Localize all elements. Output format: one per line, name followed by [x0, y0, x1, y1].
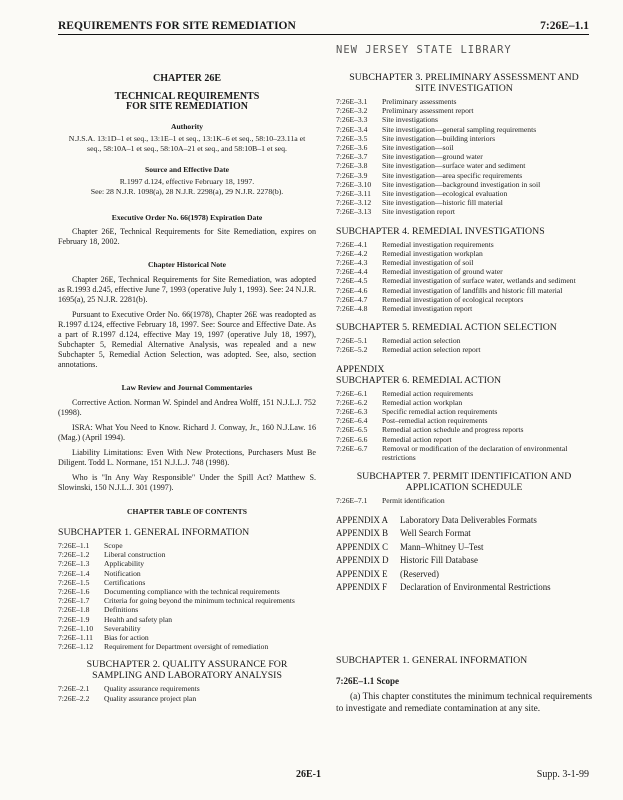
body-paragraph: (a) This chapter constitutes the minimum technical requirements to investigate and remediate contamination at any site.	[336, 692, 592, 715]
section-title: Site investigation—building interiors	[382, 133, 496, 143]
law-review-entry: Liability Limitations: Even With New Protections, Purchasers Must Be Diligent. Todd L. Normane, 151 N.J.L.J. 748 (1998).	[58, 448, 316, 467]
section-number: 7:26E–1.10	[58, 623, 94, 633]
section-title: Site investigation—background investigation in soil	[382, 179, 541, 189]
toc-heading: CHAPTER TABLE OF CONTENTS	[127, 507, 247, 516]
section-title: Remedial action report	[382, 434, 452, 444]
appendix-list	[336, 514, 592, 596]
section-title: Site investigation—ecological evaluation	[382, 189, 508, 199]
section-title: Remedial investigation of ecological receptors	[382, 294, 524, 304]
section-number: 7:26E–6.7	[336, 443, 368, 453]
subchapter-3-toc	[336, 97, 592, 217]
subchapter-6-heading: SUBCHAPTER 6. REMEDIAL ACTION	[336, 374, 502, 386]
section-number: 7:26E–7.1	[336, 496, 368, 506]
section-number: 7:26E–3.8	[336, 161, 368, 171]
appendix-title: Historic Fill Database	[400, 555, 478, 566]
section-title: Specific remedial action requirements	[382, 407, 498, 417]
section-title: Site investigation—soil	[382, 143, 454, 153]
subchapter-1-heading: SUBCHAPTER 1. GENERAL INFORMATION	[58, 527, 250, 538]
appendix-label: APPENDIX C	[336, 541, 389, 552]
section-number: 7:26E–3.7	[336, 152, 368, 162]
source-heading: Source and Effective Date	[144, 165, 229, 174]
appendix-title: Declaration of Environmental Restrictions	[400, 582, 551, 593]
executive-order-text: Chapter 26E, Technical Requirements for Site Remediation, expires on February 18, 2002.	[58, 227, 316, 246]
section-number: 7:26E–3.6	[336, 143, 368, 153]
section-title: Liberal construction	[104, 550, 166, 560]
appendix-label: APPENDIX B	[336, 528, 389, 539]
source-line-2: See: 28 N.J.R. 1098(a), 28 N.J.R. 2298(a), 29 N.J.R. 2278(b).	[90, 187, 284, 196]
subchapter-2-heading-line-2: SAMPLING AND LABORATORY ANALYSIS	[92, 670, 282, 682]
law-review-entry: ISRA: What You Need to Know. Richard J. Conway, Jr., 160 N.J.Law. 16 (Mag.) (April 1994).	[58, 423, 316, 442]
subchapter-4-toc	[336, 240, 592, 314]
section-number: 7:26E–6.3	[336, 407, 368, 417]
section-number: 7:26E–4.4	[336, 267, 368, 277]
section-title: Criteria for going beyond the minimum technical requirements	[104, 596, 295, 606]
appendix-label: APPENDIX F	[336, 582, 388, 593]
section-number: 7:26E–1.8	[58, 605, 90, 615]
left-column	[58, 40, 316, 703]
section-title: Documenting compliance with the technical requirements	[104, 587, 280, 597]
section-title: Remedial action selection	[382, 336, 461, 346]
section-number: 7:26E–2.1	[58, 684, 90, 694]
section-title: Remedial investigation report	[382, 304, 473, 314]
header-section-number: 7:26E–1.1	[540, 20, 589, 32]
section-title: Remedial action selection report	[382, 345, 481, 355]
section-title: Remedial investigation of soil	[382, 258, 474, 268]
section-title: Site investigation—historic fill material	[382, 198, 503, 208]
page-number: 26E-1	[296, 769, 321, 780]
section-title: Remedial investigation of surface water, wetlands and sediment	[382, 276, 576, 286]
section-number: 7:26E–1.7	[58, 596, 90, 606]
section-title: Applicability	[104, 559, 145, 569]
section-title: Site investigations	[382, 115, 438, 125]
section-number: 7:26E–1.11	[58, 633, 93, 643]
subchapter-7-heading-line-2: APPLICATION SCHEDULE	[405, 482, 523, 494]
section-number: 7:26E–6.4	[336, 416, 368, 426]
section-number: 7:26E–4.8	[336, 304, 368, 314]
section-title: Severability	[104, 623, 141, 633]
authority-heading: Authority	[170, 122, 204, 131]
section-number: 7:26E–3.13	[336, 207, 372, 217]
section-number: 7:26E–6.1	[336, 388, 368, 398]
section-number: 7:26E–3.11	[336, 189, 371, 199]
section-number: 7:26E–1.6	[58, 587, 90, 597]
section-title: Remedial action schedule and progress reports	[382, 425, 524, 435]
section-number: 7:26E–3.1	[336, 97, 368, 106]
section-number: 7:26E–3.9	[336, 170, 368, 180]
section-number: 7:26E–2.2	[58, 693, 90, 703]
section-number: 7:26E–6.2	[336, 397, 368, 407]
section-title: Site investigation report	[382, 207, 455, 217]
section-title: Site investigation—surface water and sediment	[382, 161, 526, 171]
section-title: Certifications	[104, 577, 146, 587]
section-title: Remedial action requirements	[382, 388, 474, 398]
section-number: 7:26E–6.5	[336, 425, 368, 435]
executive-order-heading: Executive Order No. 66(1978) Expiration Date	[111, 213, 263, 222]
section-title: Quality assurance project plan	[104, 693, 197, 703]
subchapter-6-toc	[336, 389, 592, 463]
subchapter-2-heading-line-1: SUBCHAPTER 2. QUALITY ASSURANCE FOR	[86, 659, 288, 671]
appendix-title: Mann–Whitney U–Test	[400, 541, 484, 552]
section-number: 7:26E–3.12	[336, 198, 372, 208]
subchapter-2-toc	[58, 684, 316, 702]
right-column	[336, 40, 592, 715]
appendix-label: APPENDIX	[336, 363, 385, 375]
subchapter-5-toc	[336, 336, 592, 354]
running-header	[58, 18, 589, 35]
body-section-heading: 7:26E–1.1 Scope	[336, 676, 399, 687]
section-number: 7:26E–4.3	[336, 258, 368, 268]
section-number: 7:26E–5.2	[336, 345, 368, 355]
section-title: Remedial investigation workplan	[382, 248, 483, 258]
appendix-title: (Reserved)	[400, 568, 439, 579]
section-title: Definitions	[104, 605, 139, 615]
appendix-label: APPENDIX E	[336, 568, 388, 579]
section-title: Quality assurance requirements	[104, 684, 200, 694]
subchapter-4-heading: SUBCHAPTER 4. REMEDIAL INVESTIGATIONS	[336, 225, 545, 237]
chapter-number: CHAPTER 26E	[152, 73, 222, 84]
section-number: 7:26E–6.6	[336, 434, 368, 444]
subchapter-7-heading-line-1: SUBCHAPTER 7. PERMIT IDENTIFICATION AND	[356, 471, 572, 483]
law-review-heading: Law Review and Journal Commentaries	[121, 383, 253, 392]
historical-note-paragraph-2: Pursuant to Executive Order No. 66(1978), Chapter 26E was readopted as R.1997 d.124, effective February 18, 1997. See: Source and Effective Date. As a part of R.1997 d.124, effective May 19, 1997 (operative July 18, 1997), Subchapter 5, Remedial Alternative Analysis, was repealed and a new Subchapter 5, Remedial Action Selection, was adopted. See, also, section annotations.	[58, 310, 316, 369]
section-title: Remedial investigation requirements	[382, 239, 494, 249]
section-title: Post–remedial action requirements	[382, 416, 488, 426]
section-number: 7:26E–5.1	[336, 336, 368, 346]
subchapter-3-heading-line-1: SUBCHAPTER 3. PRELIMINARY ASSESSMENT AND	[349, 72, 579, 83]
appendix-title: Well Search Format	[400, 528, 471, 539]
law-review-entry: Corrective Action. Norman W. Spindel and Andrea Wolff, 151 N.J.L.J. 752 (1998).	[58, 398, 316, 417]
appendix-title: Laboratory Data Deliverables Formats	[400, 514, 537, 525]
library-stamp: NEW JERSEY STATE LIBRARY	[336, 44, 512, 56]
chapter-title-line-2: FOR SITE REMEDIATION	[125, 101, 249, 112]
body-subchapter-heading: SUBCHAPTER 1. GENERAL INFORMATION	[336, 655, 528, 667]
historical-note-paragraph-1: Chapter 26E, Technical Requirements for Site Remediation, was adopted as R.1993 d.245, effective June 7, 1993 (operative July 1, 1993). See: 24 N.J.R. 1695(a), 25 N.J.R. 2281(b).	[58, 275, 316, 304]
subchapter-3-heading-line-2: SITE INVESTIGATION	[415, 83, 513, 94]
source-line-1: R.1997 d.124, effective February 18, 1997.	[119, 177, 255, 186]
section-number: 7:26E–1.9	[58, 614, 90, 624]
subchapter-1-toc	[58, 541, 316, 651]
subchapter-5-heading: SUBCHAPTER 5. REMEDIAL ACTION SELECTION	[336, 322, 557, 334]
law-review-entry: Who is "In Any Way Responsible" Under the Spill Act? Matthew S. Slowinski, 150 N.J.L.J. 301 (1997).	[58, 473, 316, 492]
appendix-label: APPENDIX A	[336, 514, 389, 525]
section-title: Health and safety plan	[104, 614, 173, 624]
section-title: Permit identification	[382, 496, 445, 506]
section-number: 7:26E–1.5	[58, 577, 90, 587]
section-title: Site investigation—general sampling requirements	[382, 124, 537, 134]
section-title: Remedial investigation of landfills and historic fill material	[382, 285, 563, 295]
authority-text: N.J.S.A. 13:1D–1 et seq., 13:1E–1 et seq., 13:1K–6 et seq., 58:10–23.11a et seq., 58:10A–1 et seq., 58:10A–21 et seq., and 58:10B–1 et seq.	[68, 134, 306, 153]
historical-note-heading: Chapter Historical Note	[148, 260, 226, 269]
section-title: Site investigation—area specific requirements	[382, 170, 523, 180]
section-number: 7:26E–4.6	[336, 285, 368, 295]
section-title: Preliminary assessment report	[382, 106, 474, 116]
section-title: Removal or modification of the declaration of environmental restrictions	[382, 443, 568, 463]
section-number: 7:26E–1.3	[58, 559, 90, 569]
appendix-label: APPENDIX D	[336, 555, 389, 566]
section-title: Preliminary assessments	[382, 97, 457, 106]
section-number: 7:26E–3.3	[336, 115, 368, 125]
section-title: Scope	[104, 541, 123, 550]
section-title: Requirement for Department oversight of remediation	[104, 642, 269, 652]
subchapter-7-toc	[336, 496, 592, 505]
header-title: REQUIREMENTS FOR SITE REMEDIATION	[58, 20, 296, 32]
section-number: 7:26E–3.4	[336, 124, 368, 134]
section-title: Site investigation—ground water	[382, 152, 483, 162]
section-title: Remedial action workplan	[382, 397, 463, 407]
section-number: 7:26E–4.7	[336, 294, 368, 304]
section-number: 7:26E–1.2	[58, 550, 90, 560]
section-number: 7:26E–1.12	[58, 642, 94, 652]
section-title: Bias for action	[104, 633, 149, 643]
section-number: 7:26E–3.10	[336, 179, 372, 189]
section-number: 7:26E–3.2	[336, 106, 368, 116]
chapter-title-line-1: TECHNICAL REQUIREMENTS	[114, 91, 260, 102]
supplement-date: Supp. 3-1-99	[536, 769, 589, 780]
section-number: 7:26E–4.2	[336, 248, 368, 258]
section-number: 7:26E–4.5	[336, 276, 368, 286]
section-number: 7:26E–1.4	[58, 568, 90, 578]
section-number: 7:26E–3.5	[336, 133, 368, 143]
section-title: Remedial investigation of ground water	[382, 267, 503, 277]
section-title: Notification	[104, 568, 141, 578]
section-number: 7:26E–4.1	[336, 239, 368, 249]
section-number: 7:26E–1.1	[58, 541, 90, 550]
